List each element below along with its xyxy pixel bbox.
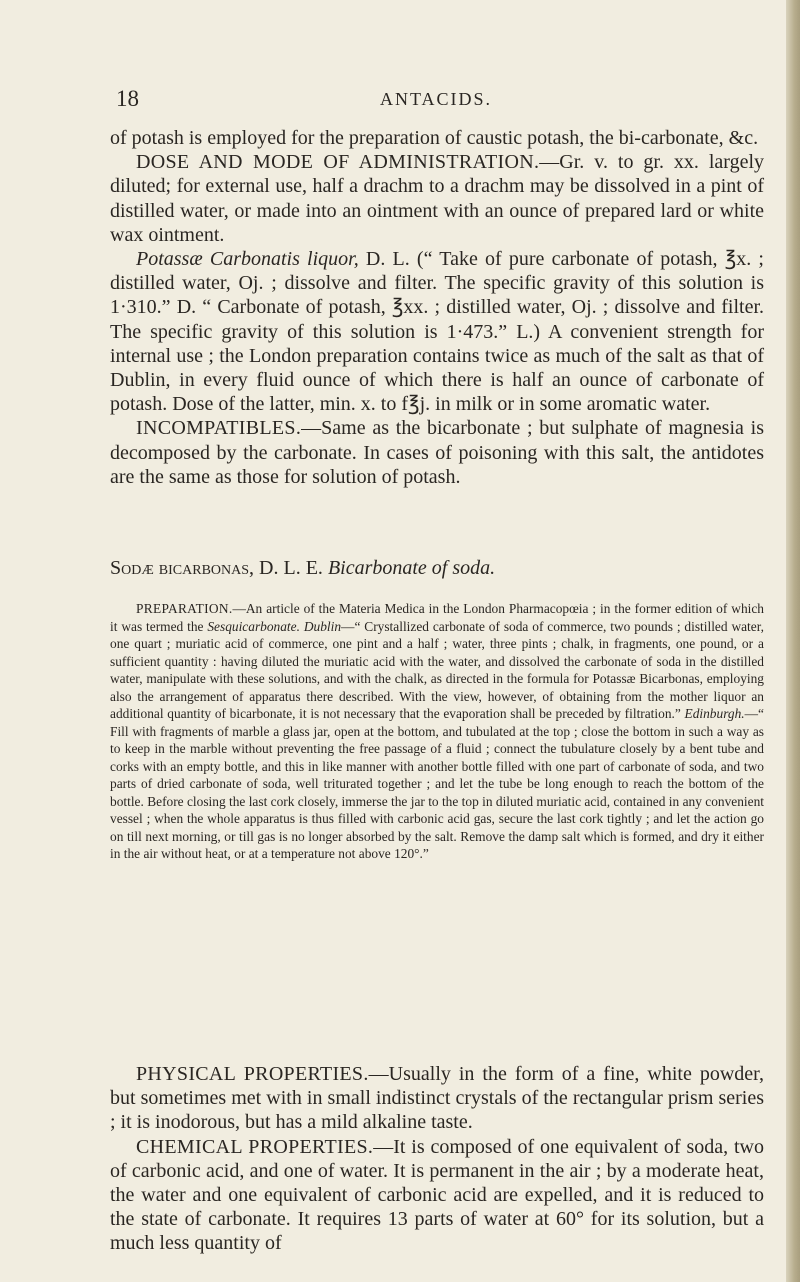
dose-paragraph: [110, 150, 764, 247]
physical-label: PHYSICAL PROPERTIES.: [136, 1063, 369, 1085]
preparation-label: PREPARATION.: [136, 601, 233, 616]
heading-name: Sodæ bicarbonas,: [110, 557, 255, 579]
chemical-text: —It is composed of one equivalent of soda, two of carbonic acid, and one of water. It is permanent in the air ; by a moderate heat, the water and one equivalent of carbonic acid are expelled, and it is reduced to the state of carbonate. It requires 13 parts of water at 60° for its solution, but a much less quantity of: [110, 1135, 764, 1255]
preparation-text-3: —“ Fill with fragments of marble a glass jar, open at the bottom, and tubulated at the top ; close the bottom in such a way as to keep in the marble without preventing the free passage of a fluid ; connect the tubulature closely by a bent tube and corks with an empty bottle, and this in like manner with another bottle filled with one part of carbonate of soda, and two parts of dried carbonate of soda, well triturated together ; and let the tube be long enough to reach the bottom of the bottle. Before closing the last cork closely, immerse the jar to the top in diluted muriatic acid, contained in any convenient vessel ; when the whole apparatus is thus filled with carbonic acid gas, secure the last cork tightly ; and let the action go on till next morning, or till gas is no longer absorbed by the salt. Remove the damp salt which is formed, and dry it either in the air without heat, or at a temperature not above 120°.”: [110, 706, 764, 861]
dose-text: —Gr. v. to gr. xx. largely diluted; for external use, half a drachm to a drachm may be dissolved in a pint of distilled water, or made into an ointment with an ounce of prepared lard or white wax ointment.: [110, 151, 764, 246]
preparation-text-1: —An article of the Materia Medica in the London Pharmacopœia ; in the former edition of which it was termed the: [110, 601, 764, 634]
liquor-text: D. L. (“ Take of pure carbonate of potash, ℥x. ; distilled water, Oj. ; dissolve and filter. The specific gravity of this solution is 1·310.” D. “ Carbonate of potash, ℥xx. ; distilled water, Oj. ; dissolve and filter. The specific gravity of this solution is 1·473.” L.) A convenient strength for internal use ; the London preparation contains twice as much of the salt as that of Dublin, in every fluid ounce of which there is half an ounce of carbonate of potash. Dose of the latter, min. x. to f℥j. in milk or in some aromatic water.: [110, 248, 764, 416]
preparation-paragraph: [110, 600, 764, 863]
preparation-italic-3: Edinburgh.: [684, 706, 745, 721]
preparation-italic-1: Sesquicarbonate.: [207, 618, 300, 634]
physical-text: —Usually in the form of a fine, white powder, but sometimes met with in small indistinct crystals of the rectangular prism series ; it is inodorous, but has a mild alkaline taste.: [110, 1063, 764, 1134]
running-head: ANTACIDS.: [380, 89, 493, 109]
soda-bicarbonate-heading: [110, 557, 764, 580]
liquor-name: Potassæ Carbonatis liquor,: [136, 248, 359, 271]
incompatibles-label: INCOMPATIBLES.: [136, 417, 302, 440]
page-header: [0, 86, 790, 116]
section-properties: [110, 1062, 764, 1256]
page-edge: [786, 0, 800, 1282]
incompatibles-paragraph: [110, 416, 764, 489]
opening-paragraph: of potash is employed for the preparation of caustic potash, the bi-carbonate, &c.: [110, 127, 759, 149]
preparation-italic-2: Dublin: [299, 618, 342, 634]
heading-pharmacopoeias: D. L. E.: [254, 557, 328, 579]
liquor-paragraph: [110, 247, 764, 416]
page-number: 18: [116, 86, 139, 111]
physical-properties-paragraph: [110, 1062, 764, 1135]
chemical-label: CHEMICAL PROPERTIES.: [136, 1135, 374, 1158]
preparation-text-2: —“ Crystallized carbonate of soda of commerce, two pounds ; distilled water, one quart ; muriatic acid of commerce, one pint and a half ; water, three pints ; chalk, in fragments, one pound, or a sufficient quantity : having diluted the muriatic acid with the water, and dissolved the carbonate of soda in the distilled water, manipulate with these solutions, and with the chalk, as directed in the formula for Potassæ Bicarbonas, employing also the arrangement of apparatus there described. With the view, however, of obtaining from the mother liquor an additional quantity of bicarbonate, it is not necessary that the evaporation shall be preceded by filtration.”: [110, 618, 764, 721]
incompatibles-text: —Same as the bicarbonate ; but sulphate of magnesia is decomposed by the carbonate. In cases of poisoning with this salt, the antidotes are the same as those for solution of potash.: [110, 417, 764, 488]
dose-label: DOSE AND MODE OF ADMINISTRATION.: [136, 151, 540, 174]
preparation-section: [110, 600, 764, 863]
section-potash-carbonate: [110, 126, 764, 489]
chemical-properties-paragraph: [110, 1135, 764, 1256]
heading-common-name: Bicarbonate of soda.: [327, 557, 496, 579]
